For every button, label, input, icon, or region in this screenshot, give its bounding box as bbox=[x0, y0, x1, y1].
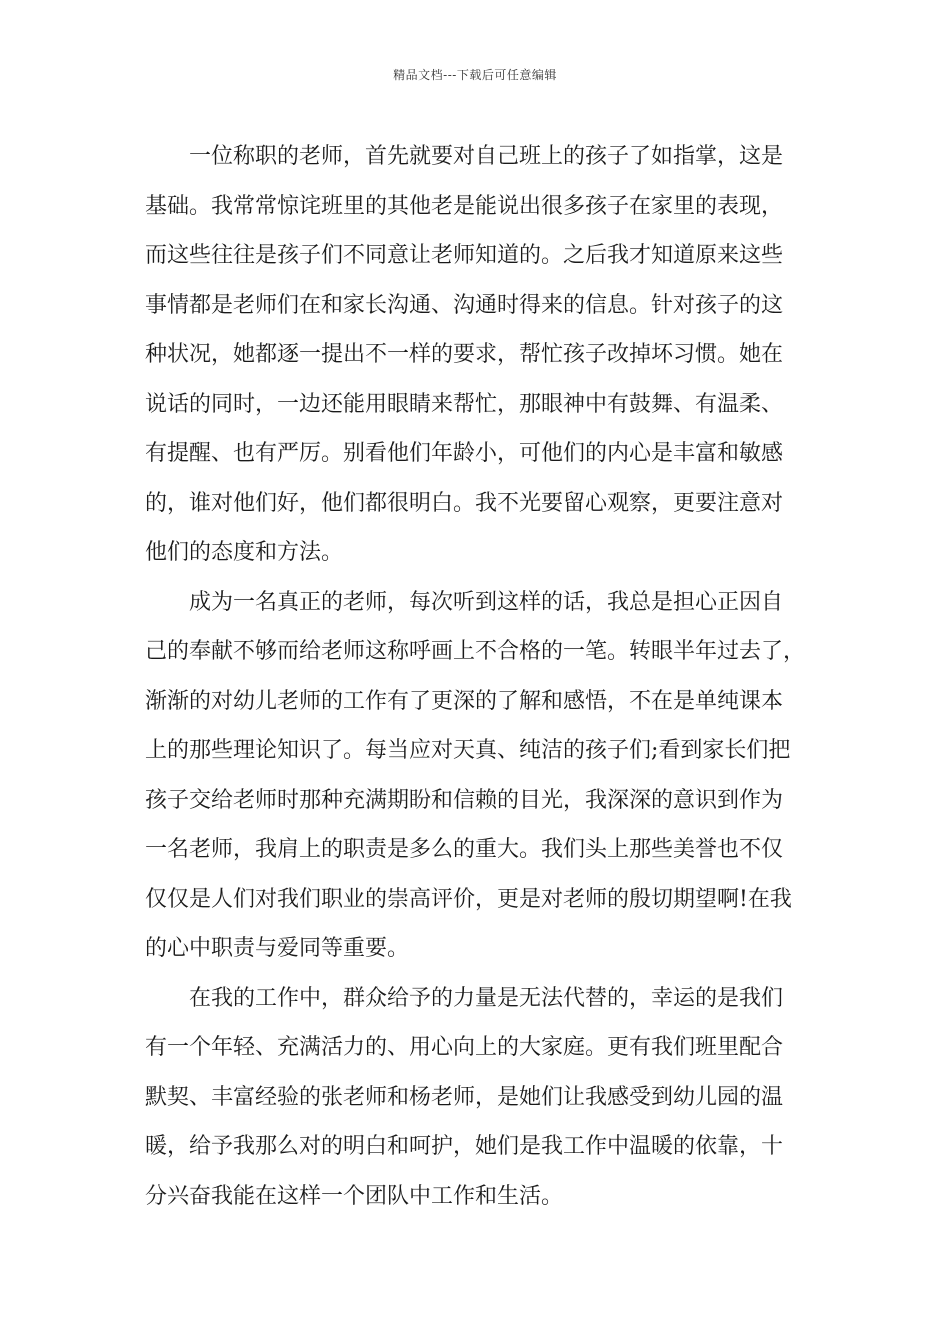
text-line: 孩子交给老师时那种充满期盼和信赖的目光，我深深的意识到作为 bbox=[145, 787, 784, 813]
text-line: 渐渐的对幼儿老师的工作有了更深的了解和感悟，不在是单纯课本 bbox=[145, 688, 784, 714]
text-line: 事情都是老师们在和家长沟通、沟通时得来的信息。针对孩子的这 bbox=[145, 292, 784, 318]
text-line: 己的奉献不够而给老师这称呼画上不合格的一笔。转眼半年过去了， bbox=[145, 639, 806, 664]
text-line: 他们的态度和方法。 bbox=[145, 540, 344, 565]
text-line: 一位称职的老师，首先就要对自己班上的孩子了如指掌，这是 bbox=[189, 144, 784, 169]
text-line: 在我的工作中，群众给予的力量是无法代替的，幸运的是我们 bbox=[189, 985, 784, 1011]
text-line: 上的那些理论知识了。每当应对天真、纯洁的孩子们;看到家长们把 bbox=[145, 738, 791, 763]
page-header: 精品文档---下载后可任意编辑 bbox=[393, 68, 557, 82]
paragraph bbox=[145, 578, 815, 974]
text-line: 而这些往往是孩子们不同意让老师知道的。之后我才知道原来这些 bbox=[145, 243, 784, 268]
paragraph bbox=[145, 974, 815, 1222]
text-line: 说话的同时，一边还能用眼睛来帮忙，那眼神中有鼓舞、有温柔、 bbox=[145, 391, 784, 417]
text-line: 一名老师，我肩上的职责是多么的重大。我们头上那些美誉也不仅 bbox=[145, 837, 784, 862]
text-line: 有提醒、也有严厉。别看他们年龄小，可他们的内心是丰富和敏感 bbox=[145, 441, 784, 466]
text-line: 成为一名真正的老师，每次听到这样的话，我总是担心正因自 bbox=[189, 589, 784, 615]
text-line: 默契、丰富经验的张老师和杨老师，是她们让我感受到幼儿园的温 bbox=[145, 1084, 784, 1110]
text-line: 仅仅是人们对我们职业的崇高评价，更是对老师的殷切期望啊!在我 bbox=[145, 886, 792, 912]
text-line: 有一个年轻、充满活力的、用心向上的大家庭。更有我们班里配合 bbox=[145, 1035, 784, 1060]
text-line: 分兴奋我能在这样一个团队中工作和生活。 bbox=[145, 1183, 564, 1209]
text-line: 种状况，她都逐一提出不一样的要求，帮忙孩子改掉坏习惯。她在 bbox=[145, 342, 784, 367]
text-line: 的，谁对他们好，他们都很明白。我不光要留心观察，更要注意对 bbox=[145, 490, 784, 516]
paragraph bbox=[145, 132, 815, 578]
text-line: 基础。我常常惊诧班里的其他老是能说出很多孩子在家里的表现， bbox=[145, 193, 784, 219]
text-line: 的心中职责与爱同等重要。 bbox=[145, 936, 410, 961]
text-line: 暖，给予我那么对的明白和呵护，她们是我工作中温暖的依靠，十 bbox=[145, 1134, 784, 1159]
document-body bbox=[145, 132, 815, 1221]
